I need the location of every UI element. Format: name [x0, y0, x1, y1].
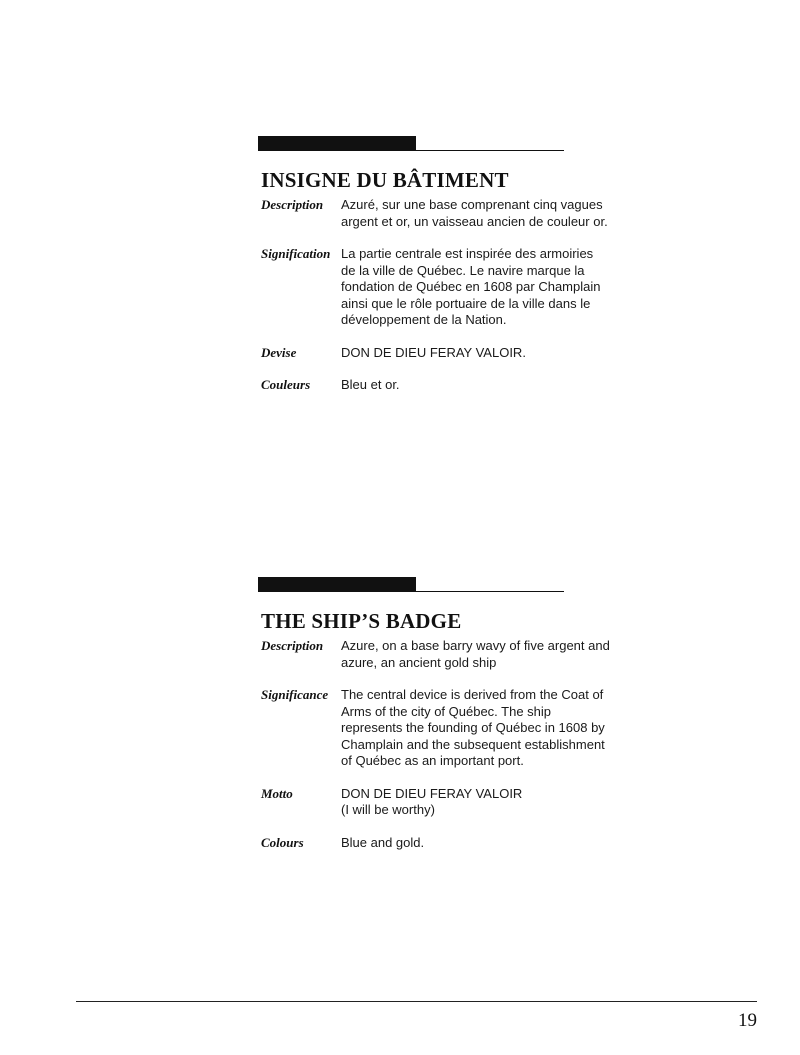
- entry-label: Description: [261, 197, 324, 212]
- entry-value: La partie centrale est inspirée des armoiries de la ville de Québec. Le navire marque la fondation de Québec en 1608 par Champlain ainsi que le rôle portuaire de la ville dans le développement de la Nation.: [341, 246, 601, 327]
- entry-couleurs: [258, 377, 618, 394]
- entry-value: DON DE DIEU FERAY VALOIR.: [341, 344, 526, 360]
- entry-signification: [258, 246, 618, 329]
- section-rule-bar: [258, 577, 416, 592]
- entry-colours: [258, 835, 618, 852]
- section-rule-line: [416, 150, 564, 151]
- section-heading: THE SHIP’S BADGE: [261, 609, 462, 633]
- entry-label: Motto: [261, 785, 293, 801]
- page-number: 19: [738, 1010, 757, 1031]
- entry-motto: [258, 786, 618, 819]
- entry-description: [258, 638, 618, 671]
- entry-label: Signification: [261, 246, 331, 261]
- entry-label: Description: [261, 638, 324, 653]
- entry-significance: [258, 687, 618, 770]
- entry-label: Significance: [261, 687, 329, 702]
- entry-devise: [258, 345, 618, 362]
- section-rule: [258, 136, 564, 151]
- entry-description: [258, 197, 618, 230]
- section-rule-line: [416, 591, 564, 592]
- section-heading: INSIGNE DU BÂTIMENT: [261, 168, 509, 192]
- french-section: [258, 136, 618, 394]
- english-section: [258, 577, 618, 851]
- entry-value: Azure, on a base barry wavy of five argent and azure, an ancient gold ship: [341, 638, 610, 670]
- entry-label: Couleurs: [261, 377, 311, 392]
- entry-value: Bleu et or.: [341, 377, 400, 392]
- entry-value: Blue and gold.: [341, 834, 425, 850]
- entry-value-line: DON DE DIEU FERAY VALOIR: [341, 785, 523, 801]
- footer-rule: [76, 1001, 757, 1002]
- entry-value: Azuré, sur une base comprenant cinq vagues argent et or, un vaisseau ancien de couleur or.: [341, 197, 608, 229]
- entry-value: [341, 786, 611, 819]
- entry-label: Devise: [261, 344, 297, 360]
- entry-value: The central device is derived from the Coat of Arms of the city of Québec. The ship represents the founding of Québec in 1608 by Champlain and the subsequent establishment of Québec as an important port.: [341, 687, 605, 768]
- section-rule-bar: [258, 136, 416, 151]
- entry-label: Colours: [261, 834, 304, 850]
- section-rule: [258, 577, 564, 592]
- entry-value-line: (I will be worthy): [341, 802, 435, 817]
